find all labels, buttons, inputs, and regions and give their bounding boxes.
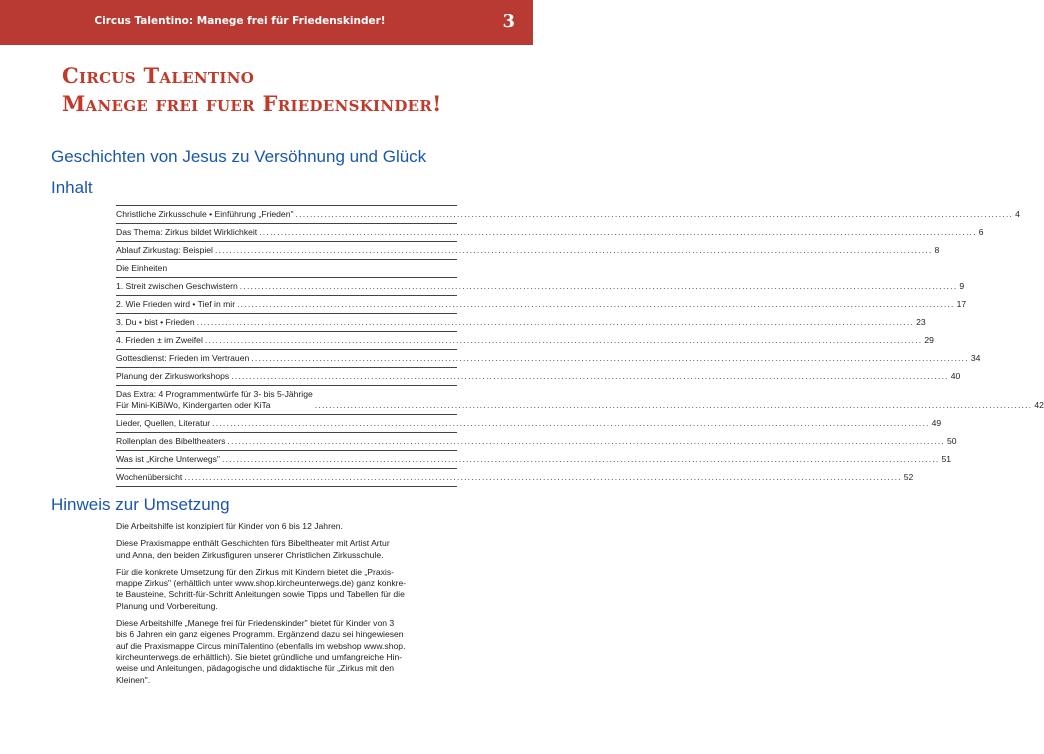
toc-row [116, 314, 926, 332]
toc-entry-label: Das Thema: Zirkus bildet Wirklichkeit [116, 227, 258, 237]
toc-leader-dots: ........................................................................................................................................................................................................ [231, 371, 949, 381]
title-line-1: Circus Talentino [62, 63, 255, 88]
notes-line: bis 6 Jahren ein ganz eigenes Programm. Ergänzend dazu sei hingewiesen [116, 629, 404, 640]
page-title [62, 62, 482, 118]
toc-entry-page: 42 [1034, 400, 1044, 410]
toc-row [116, 433, 957, 451]
toc-leader-dots: ........................................................................................................................................................................................................ [251, 353, 969, 363]
toc-entry-label: 2. Wie Frieden wird • Tief in mir [116, 299, 236, 309]
toc-row [116, 386, 1044, 415]
toc-row [116, 350, 981, 368]
notes-line: und Anna, den beiden Zirkusfiguren unserer Christlichen Zirkusschule. [116, 549, 384, 560]
notes-paragraph [116, 567, 461, 612]
notes-line: Die Arbeitshilfe ist konzipiert für Kinder von 6 bis 12 Jahren. [116, 521, 343, 531]
notes-line: Diese Arbeitshilfe „Manege frei für Friedenskinder" bietet für Kinder von 3 [116, 618, 395, 629]
toc-leader-dots: ........................................................................................................................................................................................................ [314, 400, 1033, 410]
toc-entry-page: 23 [916, 317, 926, 327]
toc-leader-dots: ........................................................................................................................................................................................................ [221, 454, 940, 464]
toc-heading: Inhalt [51, 178, 93, 197]
toc-entry-page: 17 [956, 299, 967, 309]
toc-row [116, 224, 984, 242]
toc-entry-label: Planung der Zirkusworkshops [116, 371, 230, 381]
toc-entry-page: 34 [970, 353, 981, 363]
toc-leader-dots: ........................................................................................................................................................................................................ [184, 472, 902, 482]
notes-heading: Hinweis zur Umsetzung [51, 495, 230, 514]
notes-paragraph [116, 538, 461, 561]
notes-line: Diese Praxismappe enthält Geschichten fürs Bibeltheater mit Artist Artur [116, 538, 390, 549]
page-number: 3 [502, 11, 515, 32]
toc-row [116, 368, 961, 386]
toc-entry-label: Rollenplan des Bibeltheaters [116, 436, 226, 446]
toc-leader-dots: ........................................................................................................................................................................................................ [196, 317, 915, 327]
toc-leader-dots: ........................................................................................................................................................................................................ [212, 418, 930, 428]
toc-leader-dots: ........................................................................................................................................................................................................ [295, 209, 1014, 219]
toc-entry-label: 3. Du • bist • Frieden [116, 317, 195, 327]
toc-entry-page: 29 [924, 335, 934, 345]
table-of-contents [116, 205, 1044, 487]
notes-line: Für die konkrete Umsetzung für den Zirkus mit Kindern bietet die „Praxis- [116, 566, 394, 577]
notes-line: Planung und Vorbereitung. [116, 600, 218, 611]
toc-entry-label: 1. Streit zwischen Geschwistern [116, 281, 238, 291]
toc-leader-dots: ........................................................................................................................................................................................................ [259, 227, 977, 237]
toc-leader-dots: ........................................................................................................................................................................................................ [227, 436, 945, 446]
toc-entry-label: Was ist „Kirche Unterwegs" [116, 454, 220, 464]
toc-row [116, 260, 457, 278]
toc-row [116, 469, 914, 487]
toc-entry-label: Die Einheiten [116, 263, 168, 273]
toc-row [116, 332, 934, 350]
header-title: Circus Talentino: Manege frei für Friedenskinder! [94, 15, 386, 27]
toc-leader-dots: ........................................................................................................................................................................................................ [214, 245, 933, 255]
toc-entry-label: Lieder, Quellen, Literatur [116, 418, 211, 428]
notes-line: weise und Anleitungen, pädagogische und didaktische für „Zirkus mit den [116, 663, 395, 674]
toc-entry-label: Ablauf Zirkustag: Beispiel [116, 245, 213, 255]
toc-entry-label-line: Für Mini-KiBiWo, Kindergarten oder KiTa [116, 400, 271, 410]
notes-line: auf die Praxismappe Circus miniTalentino (ebenfalls im webshop www.shop. [116, 640, 406, 651]
toc-row [116, 278, 965, 296]
toc-row [116, 415, 942, 433]
notes-paragraph [116, 618, 461, 686]
toc-entry-label [116, 389, 313, 411]
toc-entry-label: Wochenübersicht [116, 472, 183, 482]
notes-body [116, 521, 461, 692]
notes-line: Kleinen". [116, 674, 151, 685]
title-line-2: Manege frei fuer Friedenskinder! [62, 91, 442, 116]
toc-row [116, 242, 940, 260]
toc-entry-page: 6 [978, 227, 984, 237]
toc-entry-page: 51 [941, 454, 952, 464]
toc-entry-page: 4 [1015, 209, 1020, 219]
toc-leader-dots: ........................................................................................................................................................................................................ [239, 281, 958, 291]
notes-line: te Bausteine, Schritt-für-Schritt Anleitungen sowie Tipps und Tabellen für die [116, 589, 405, 600]
notes-line: mappe Zirkus" (erhältlich unter www.shop.kircheunterwegs.de) ganz konkre- [116, 578, 407, 589]
toc-leader-dots: ........................................................................................................................................................................................................ [204, 335, 923, 345]
toc-entry-page: 52 [903, 472, 914, 482]
notes-line: kircheunterwegs.de erhältlich). Sie bietet gründliche und umfangreiche Hin- [116, 651, 403, 662]
toc-entry-page: 49 [931, 418, 942, 428]
toc-entry-page: 9 [959, 281, 965, 291]
page-subtitle: Geschichten von Jesus zu Versöhnung und Glück [51, 147, 427, 166]
toc-entry-page: 8 [934, 245, 940, 255]
toc-entry-label: 4. Frieden ± im Zweifel [116, 335, 203, 345]
toc-leader-dots: ........................................................................................................................................................................................................ [237, 299, 955, 309]
toc-row [116, 206, 1020, 224]
toc-entry-label-line: Das Extra: 4 Programmentwürfe für 3- bis 5-Jährige [116, 389, 313, 399]
toc-row [116, 296, 967, 314]
toc-entry-page: 50 [946, 436, 957, 446]
toc-entry-label: Christliche Zirkusschule • Einführung „Frieden" [116, 209, 294, 219]
toc-entry-page: 40 [950, 371, 961, 381]
toc-entry-label: Gottesdienst: Frieden im Vertrauen [116, 353, 250, 363]
notes-paragraph [116, 521, 461, 532]
page-header [0, 0, 533, 45]
toc-row [116, 451, 952, 469]
